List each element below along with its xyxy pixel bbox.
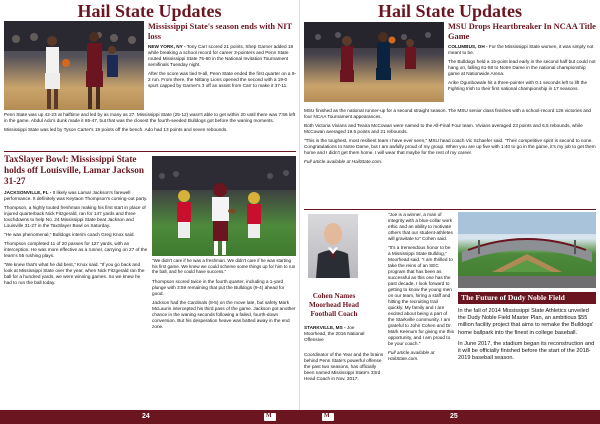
cohen-lead [304,325,366,346]
msu-logo-icon: M [264,413,276,421]
page-25 [300,0,600,424]
paragraph: In June 2017, the stadium began its reconstruction and it will be officially finished before the start of the 2018-2019 baseball season. [458,340,595,362]
paragraph: "This is the toughest, most resilient team I have ever seen," MSU head coach Vic Schaefer said. "Their competitive spirit is second to none. Congratulations to Notre Dame, but I am awfully proud of my group. When you are up five with 1:40 to go in the game, it's my job to get them home and I didn't get them home. I will wear that maybe for the rest of my career. [304,138,596,155]
paragraph: "We knew that's what he did best," Knox said. "If you go back and look at Mississippi State over the year, when Nick Fitzgerald ran the ball for a hundred yards, we were winning games. So we knew he had to run the ball today. [4,262,145,285]
article-title: TaxSlayer Bowl: Mississippi State holds off Louisville, Lamar Jackson 31-27 [4,154,144,186]
page-footer [0,410,300,424]
basketball-photo [4,21,144,110]
paragraph: In the fall of 2014 Mississippi State Athletics unveiled the Dudy Noble Field Master Plan, an ambitious $55 million facility project that aims to remake the Bulldogs' home ballpark into the finest in college baseball. [458,308,594,336]
dateline: JACKSONVILLE, FL - [4,190,52,195]
taxslayer-article [4,154,148,289]
paragraph: "Joe is a winner, a man of integrity with a blue-collar work ethic and an ability to motivate others that our student-athletes will gravitate to" Cohen said. [388,212,453,241]
coach-photo [308,214,358,278]
photo-caption: "We didn't care if he was a freshman. We didn't care if he was starting his first game. We knew we could scheme some things up for him to run the ball, and he could have success." [152,258,296,275]
dateline: STARKVILLE, MS - [304,325,346,330]
paragraph: "It's a tremendous honor to be a Mississippi State Bulldog," Moorhead said. "I am thrilled to take the reins of an SEC program that has been as successful as this one has the past decade. I look forward to getting to know the young men on our team, hiring a staff and hitting the recruiting trail quickly. My family and I are excited about being a part of the Starkville community. I am grateful to John Cohen and Dr. Mark Keenum for giving me this opportunity, and I am proud to be your coach." [388,245,454,346]
paragraph: "He was phenomenal," Bulldogs interim coach Greg Knox said. [4,232,135,237]
nit-article-continued [4,112,296,136]
article-title: The Future of Dudy Noble Field [458,292,596,304]
nit-article [148,22,296,92]
paragraph: Coordinator of the Year and the brains behind Penn State's powerful offense the past two seasons, has officially been named Mississippi State's 33rd Head Coach in Nov. 2017. [304,352,384,381]
divider [4,151,296,152]
ncaa-article-continued [304,108,596,168]
paragraph: It likely was Lamar Jackson's farewell performance. It definitely was Keytaon Thompson's coming-out party. [4,190,148,201]
page-header: Hail State Updates [77,1,222,21]
article-link[interactable]: Full article available at HailState.com. [304,159,383,164]
page-number: 25 [450,413,458,420]
cohen-quotes [388,212,454,365]
paragraph: After the score was tied 9-all, Penn State ended the first quarter on a 9-2 run. From there, the Nittany Lions opened the second with a 19-0 spurt capped by Garner's 3 off an assist from Carr to make it 37-11. [148,71,296,88]
football-photo [152,156,296,256]
msu-logo-icon: M [322,413,334,421]
paragraph: For the Mississippi State women, it was simply not meant to be. [448,44,594,55]
paragraph: Mississippi State was led by Tyson Carter's 19 points off the bench. Ado had 13 points and seven rebounds. [4,127,228,132]
cohen-title-block [304,292,364,319]
stadium-rendering [458,212,596,288]
paragraph: Both Victoria Vivians and Teaira McCowan were named to the All-Final Four team. Vivians averaged 23 points and 6.5 rebounds, while McCowan averaged 19.5 points and 21 rebounds. [304,123,583,134]
divider [304,209,596,210]
article-title: Mississippi State's season ends with NIT loss [148,22,292,41]
dateline: NEW YORK, NY - [148,44,186,49]
paragraph: Joe Moorhead, the 2016 National Offensive [304,325,365,342]
taxslayer-article-continued [152,258,296,333]
ncaa-article [448,22,596,95]
article-title: MSU Drops Heartbreaker In NCAA Title Game [448,22,596,41]
paragraph: MSU finished as the national runner-up for a second straight season. The MSU senior class finishes with a school-record 126 victories and four NCAA Tournament appearances. [304,108,592,119]
cohen-body [304,352,386,385]
paragraph: Penn State was up 42-23 at halftime and led by as many as 27. Mississippi State (25-12) wasn't able to get within 20 until there was 7:56 left in the game. Abdul Ado's dunk made it 65-47, but that was the closest the fourth-seeded Bulldogs got before the waning moments. [4,112,296,123]
page-number: 24 [142,413,150,420]
dudy-article [458,292,596,362]
paragraph: Thompson scored twice in the fourth quarter, including a 1-yard plunge with 3:59 remaining that put the Bulldogs (9-4) ahead for good. [152,278,285,296]
article-link[interactable]: Full article available at HailState.com. [388,350,435,361]
paragraph: Thompson completed 11 of 20 passes for 127 yards, with an interception. He was more effective as a runner, carrying on 27 of the team's 55 rushing plays. [4,241,148,258]
paragraph: Arike Ogunbowale hit a three-pointer with 0.1 seconds left to lift the Fighting Irish to their first national championship in 17 seasons. [448,80,588,91]
paragraph: Jackson had the Cardinals (8-5) on the move late, but safety Mark McLaurin intercepted his third pass of the game. Jackson got another chance in the waning seconds following a failed, fourth-down conversion. But his desperation heave was batted away in the end zone. [152,299,296,329]
paragraph: The Bulldogs held a 15-point lead early in the second half but could not hang on, falling 61-58 to Notre Dame in the national championship game at Nationwide Arena. [448,59,596,76]
dateline: COLUMBUS, OH - [448,44,488,49]
paragraph: Tony Carr scored 21 points, Shep Garner added 18 while breaking a school record for career 3-pointers and Penn State routed Mississippi State 75-60 in the National Invitation Tournament semifinals Tuesday night. [148,44,294,67]
page-header: Hail State Updates [378,1,522,21]
page-footer [300,410,600,424]
paragraph: Thompson, a highly touted freshman making his first start in place of injured quarterback Nick Fitzgerald, ran for 147 yards and three touchdowns to help No. 24 Mississippi State beat Jackson and Louisville 31-27 in the TaxSlayer Bowl on Saturday. [4,205,146,228]
womens-basketball-photo [304,22,444,102]
article-title: Cohen Names Moorhead Head Football Coach [308,292,360,318]
